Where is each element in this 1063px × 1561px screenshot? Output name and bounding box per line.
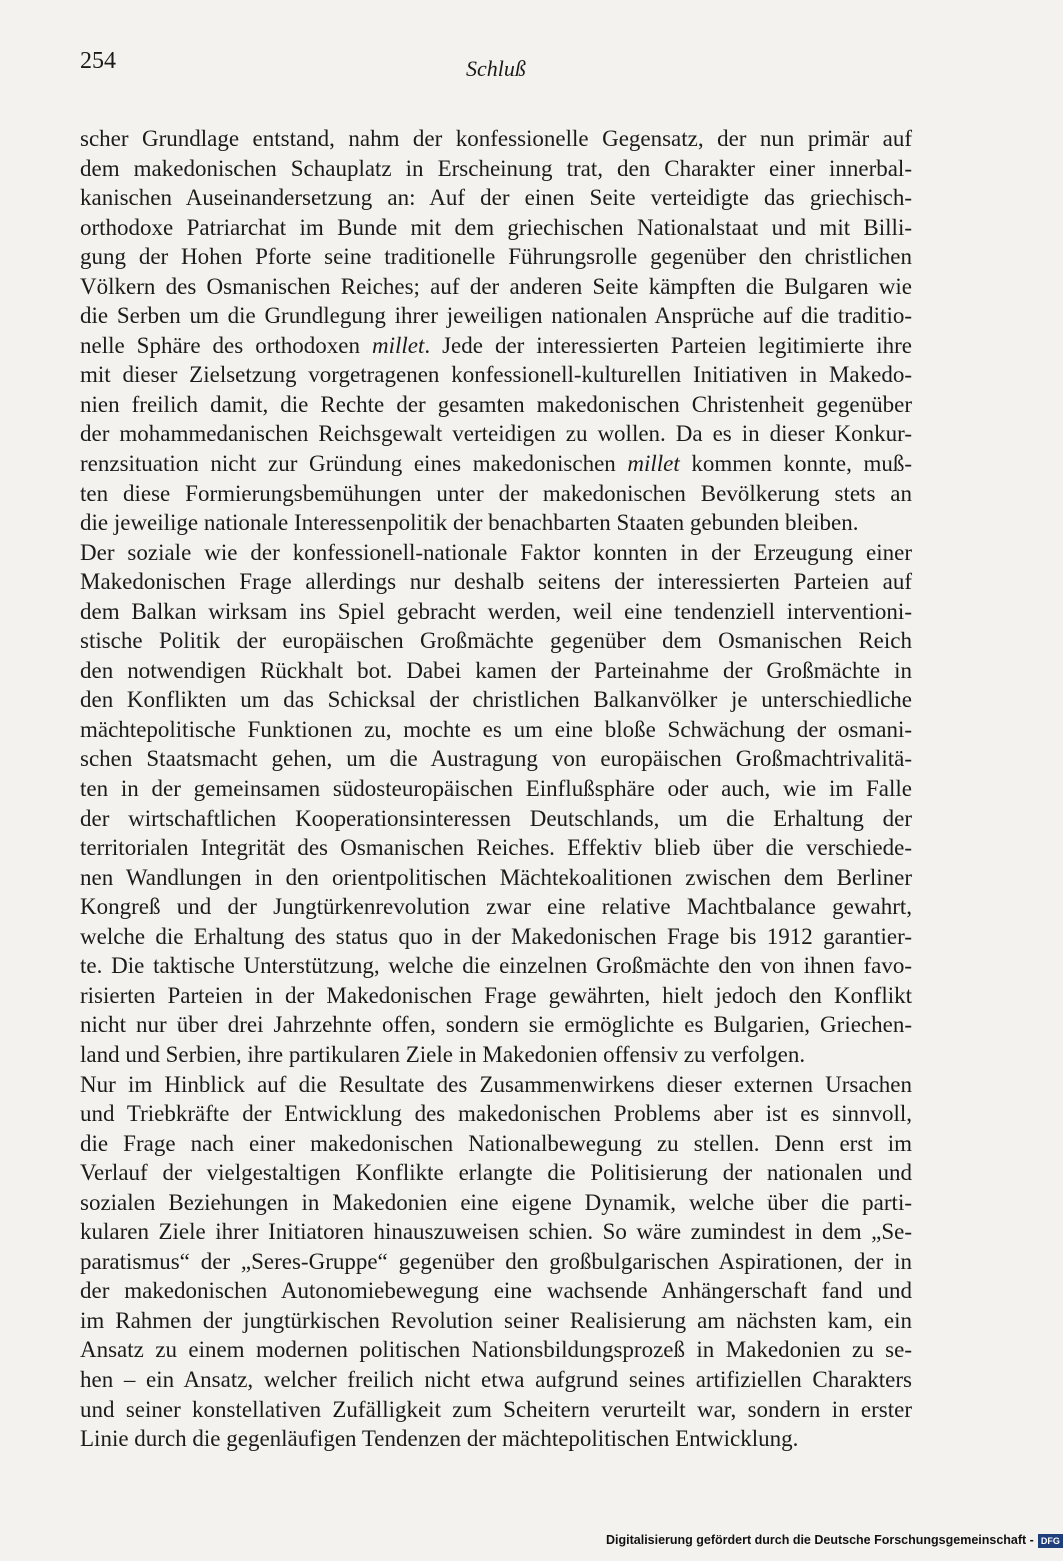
text-line: paratismus“ der „Seres-Gruppe“ gegenüber den großbulgarischen Aspirationen, der in <box>80 1248 912 1274</box>
body-text <box>80 124 912 1454</box>
text-line: Kongreß und der Jungtürkenrevolution zwar eine relative Machtbalance gewahrt, <box>80 894 912 920</box>
text-line: im Rahmen der jungtürkischen Revolution seiner Realisierung am nächsten kam, ein <box>80 1307 912 1333</box>
text-segment: renzsituation nicht zur Gründung eines makedonischen <box>80 451 628 477</box>
text-line: gung der Hohen Pforte seine traditionelle Führungsrolle gegenüber den christlichen <box>80 244 912 270</box>
text-line: den Konflikten um das Schicksal der christlichen Balkanvölker je unterschiedliche <box>80 687 912 713</box>
text-segment: kommen konnte, muß- <box>679 451 912 477</box>
text-line: welche die Erhaltung des status quo in der Makedonischen Frage bis 1912 garantier- <box>80 923 912 949</box>
text-line: die jeweilige nationale Interessenpolitik der benachbarten Staaten gebunden bleiben. <box>80 510 859 536</box>
text-line: nen Wandlungen in den orientpolitischen Mächtekoalitionen zwischen dem Berliner <box>80 864 912 890</box>
text-line: der mohammedanischen Reichsgewalt verteidigen zu wollen. Da es in dieser Konkur- <box>80 421 912 447</box>
text-line: risierten Parteien in der Makedonischen Frage gewährten, hielt jedoch den Konflikt <box>80 982 912 1008</box>
text-line: Ansatz zu einem modernen politischen Nationsbildungsprozeß in Makedonien zu se- <box>80 1337 912 1363</box>
text-line: territorialen Integrität des Osmanischen Reiches. Effektiv blieb über die verschiede- <box>80 835 912 861</box>
text-line: der makedonischen Autonomiebewegung eine wachsende Anhängerschaft fand und <box>80 1278 912 1304</box>
text-line: mit dieser Zielsetzung vorgetragenen konfessionell-kulturellen Initiativen in Makedo- <box>80 362 912 388</box>
text-line: te. Die taktische Unterstützung, welche die einzelnen Großmächte den von ihnen favo- <box>80 953 912 979</box>
text-segment: . Jede der interessierten Parteien legitimierte ihre <box>424 332 913 358</box>
text-line: und Triebkräfte der Entwicklung des makedonischen Problems aber ist es sinnvoll, <box>80 1101 912 1127</box>
funding-footer <box>606 1533 1063 1548</box>
text-line: kanischen Auseinandersetzung an: Auf der einen Seite verteidigte das griechisch- <box>80 185 912 211</box>
text-line: ten in der gemeinsamen südosteuropäischen Einflußsphäre oder auch, wie im Falle <box>80 776 912 802</box>
page-number: 254 <box>80 48 116 74</box>
text-line <box>80 331 912 361</box>
text-line: orthodoxe Patriarchat im Bunde mit dem griechischen Nationalstaat und mit Billi- <box>80 214 912 240</box>
text-segment: nelle Sphäre des orthodoxen <box>80 332 372 358</box>
text-line: dem makedonischen Schauplatz in Erscheinung trat, den Charakter einer innerbal- <box>80 155 912 181</box>
text-line: Makedonischen Frage allerdings nur deshalb seitens der interessierten Parteien auf <box>80 569 912 595</box>
text-line: Nur im Hinblick auf die Resultate des Zusammenwirkens dieser externen Ursachen <box>80 1071 912 1097</box>
text-line: Linie durch die gegenläufigen Tendenzen der mächtepolitischen Entwicklung. <box>80 1426 799 1452</box>
text-line: Völkern des Osmanischen Reiches; auf der anderen Seite kämpften die Bulgaren wie <box>80 273 912 299</box>
text-line: der wirtschaftlichen Kooperationsinteressen Deutschlands, um die Erhaltung der <box>80 805 912 831</box>
italic-term: millet <box>627 451 680 477</box>
text-line <box>80 449 912 479</box>
text-line: die Serben um die Grundlegung ihrer jeweiligen nationalen Ansprüche auf die traditio- <box>80 303 912 329</box>
text-line: den notwendigen Rückhalt bot. Dabei kamen der Parteinahme der Großmächte in <box>80 657 912 683</box>
text-line: nien freilich damit, die Rechte der gesamten makedonischen Christenheit gegenüber <box>80 391 912 417</box>
text-line: ten diese Formierungsbemühungen unter der makedonischen Bevölkerung stets an <box>80 480 912 506</box>
text-line: die Frage nach einer makedonischen Nationalbewegung zu stellen. Denn erst im <box>80 1130 912 1156</box>
text-line: sozialen Beziehungen in Makedonien eine eigene Dynamik, welche über die parti- <box>80 1189 912 1215</box>
text-line: dem Balkan wirksam ins Spiel gebracht werden, weil eine tendenziell interventioni- <box>80 598 912 624</box>
text-line: land und Serbien, ihre partikularen Ziele in Makedonien offensiv zu verfolgen. <box>80 1041 806 1067</box>
italic-term: millet <box>371 332 425 358</box>
funding-note: Digitalisierung gefördert durch die Deutsche Forschungsgemeinschaft - <box>606 1533 1034 1547</box>
text-line: nicht nur über drei Jahrzehnte offen, sondern sie ermöglichte es Bulgarien, Griechen- <box>80 1012 912 1038</box>
text-line: stische Politik der europäischen Großmächte gegenüber dem Osmanischen Reich <box>80 628 912 654</box>
text-line: Der soziale wie der konfessionell-nationale Faktor konnten in der Erzeugung einer <box>80 539 912 565</box>
text-line: Verlauf der vielgestaltigen Konflikte erlangte die Politisierung der nationalen und <box>80 1160 912 1186</box>
dfg-logo: DFG <box>1038 1534 1063 1548</box>
text-line: hen – ein Ansatz, welcher freilich nicht etwa aufgrund seines artifiziellen Charakters <box>80 1366 912 1392</box>
text-line: schen Staatsmacht gehen, um die Austragung von europäischen Großmachtrivalitä- <box>80 746 912 772</box>
text-line: kularen Ziele ihrer Initiatoren hinauszuweisen schien. So wäre zumindest in dem „Se- <box>80 1219 912 1245</box>
text-line: und seiner konstellativen Zufälligkeit zum Scheitern verurteilt war, sondern in erster <box>80 1396 912 1422</box>
text-line: mächtepolitische Funktionen zu, mochte es um eine bloße Schwächung der osmani- <box>80 716 912 742</box>
running-head: Schluß <box>466 56 526 81</box>
text-line: scher Grundlage entstand, nahm der konfessionelle Gegensatz, der nun primär auf <box>80 126 912 151</box>
